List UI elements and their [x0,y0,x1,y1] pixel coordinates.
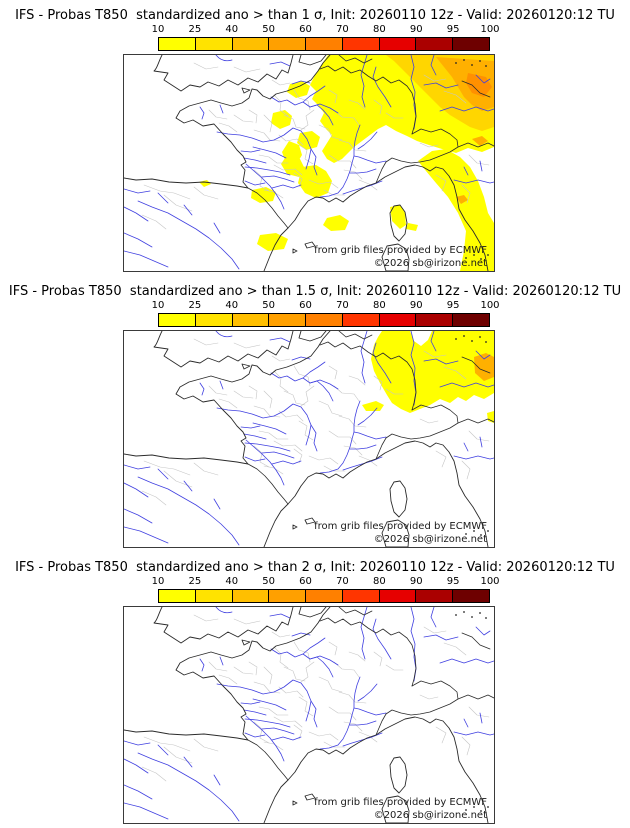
colorbar-segment [269,38,306,50]
colorbar-bar [158,313,490,327]
colorbar-segment [306,590,343,602]
colorbar-segment [269,314,306,326]
colorbar-segment [380,38,417,50]
colorbar [151,300,500,327]
map-svg [124,55,494,271]
panel-title: IFS - Probas T850 standardized ano > than 2 σ, Init: 20260110 12z - Valid: 20260120:12 TU [15,560,615,575]
colorbar-tick-label: 10 [151,300,165,311]
colorbar-tick-label: 80 [372,300,386,311]
copyright-text: ©2026 sb@irizone.net [373,810,487,821]
map-france-1p5sigma [123,330,495,548]
colorbar-tick-label: 10 [151,576,165,587]
colorbar-segment [343,590,380,602]
colorbar-segment [159,38,196,50]
colorbar-segment [453,590,489,602]
colorbar-tick-label: 80 [372,24,386,35]
credit-text: from grib files provided by ECMWF [314,245,487,256]
colorbar-tick-label: 70 [336,24,349,35]
colorbar [151,576,500,603]
credit-text: from grib files provided by ECMWF [314,521,487,532]
map-france-1sigma [123,54,495,272]
colorbar-tick-label: 40 [225,24,239,35]
colorbar-segment [453,38,489,50]
colorbar-segment [416,590,453,602]
panel-sigma-1.5 [0,272,630,548]
colorbar-tick-label: 50 [262,576,276,587]
colorbar-tick-label: 90 [409,24,423,35]
colorbar-tick-label: 25 [188,576,202,587]
map-svg [124,607,494,823]
colorbar-segment [343,314,380,326]
colorbar-tick-label: 90 [409,576,423,587]
colorbar-tick-label: 95 [446,300,460,311]
colorbar-segment [196,314,233,326]
colorbar-tick-label: 50 [262,300,276,311]
colorbar-bar [158,589,490,603]
colorbar-ticks [151,24,500,36]
colorbar-tick-label: 50 [262,24,276,35]
colorbar [151,24,500,51]
colorbar-tick-label: 25 [188,24,202,35]
panel-sigma-2 [0,548,630,824]
colorbar-segment [233,38,270,50]
colorbar-ticks [151,300,500,312]
colorbar-tick-label: 40 [225,300,239,311]
colorbar-tick-label: 40 [225,576,239,587]
colorbar-segment [196,38,233,50]
colorbar-tick-label: 60 [299,300,312,311]
colorbar-segment [453,314,489,326]
colorbar-segment [380,590,417,602]
colorbar-segment [233,590,270,602]
colorbar-tick-label: 25 [188,300,202,311]
colorbar-segment [196,590,233,602]
panel-title: IFS - Probas T850 standardized ano > than 1 σ, Init: 20260110 12z - Valid: 20260120:12 TU [15,8,615,23]
colorbar-segment [380,314,417,326]
colorbar-segment [416,38,453,50]
colorbar-segment [343,38,380,50]
colorbar-tick-label: 100 [480,24,500,35]
colorbar-ticks [151,576,500,588]
panel-title: IFS - Probas T850 standardized ano > than 1.5 σ, Init: 20260110 12z - Valid: 20260120:12 TU [8,284,622,299]
colorbar-tick-label: 70 [336,300,349,311]
colorbar-tick-label: 10 [151,24,165,35]
colorbar-tick-label: 95 [446,24,460,35]
copyright-text: ©2026 sb@irizone.net [373,258,487,269]
colorbar-tick-label: 80 [372,576,386,587]
colorbar-tick-label: 90 [409,300,423,311]
colorbar-segment [159,314,196,326]
colorbar-tick-label: 70 [336,576,349,587]
colorbar-segment [159,590,196,602]
colorbar-tick-label: 100 [480,576,500,587]
panel-sigma-1 [0,0,630,272]
copyright-text: ©2026 sb@irizone.net [373,534,487,545]
credit-text: from grib files provided by ECMWF [314,797,487,808]
colorbar-tick-label: 95 [446,576,460,587]
colorbar-segment [306,314,343,326]
colorbar-segment [233,314,270,326]
colorbar-segment [306,38,343,50]
colorbar-segment [269,590,306,602]
colorbar-segment [416,314,453,326]
map-svg [124,331,494,547]
colorbar-tick-label: 60 [299,576,312,587]
map-france-2sigma [123,606,495,824]
colorbar-tick-label: 60 [299,24,312,35]
colorbar-bar [158,37,490,51]
colorbar-tick-label: 100 [480,300,500,311]
